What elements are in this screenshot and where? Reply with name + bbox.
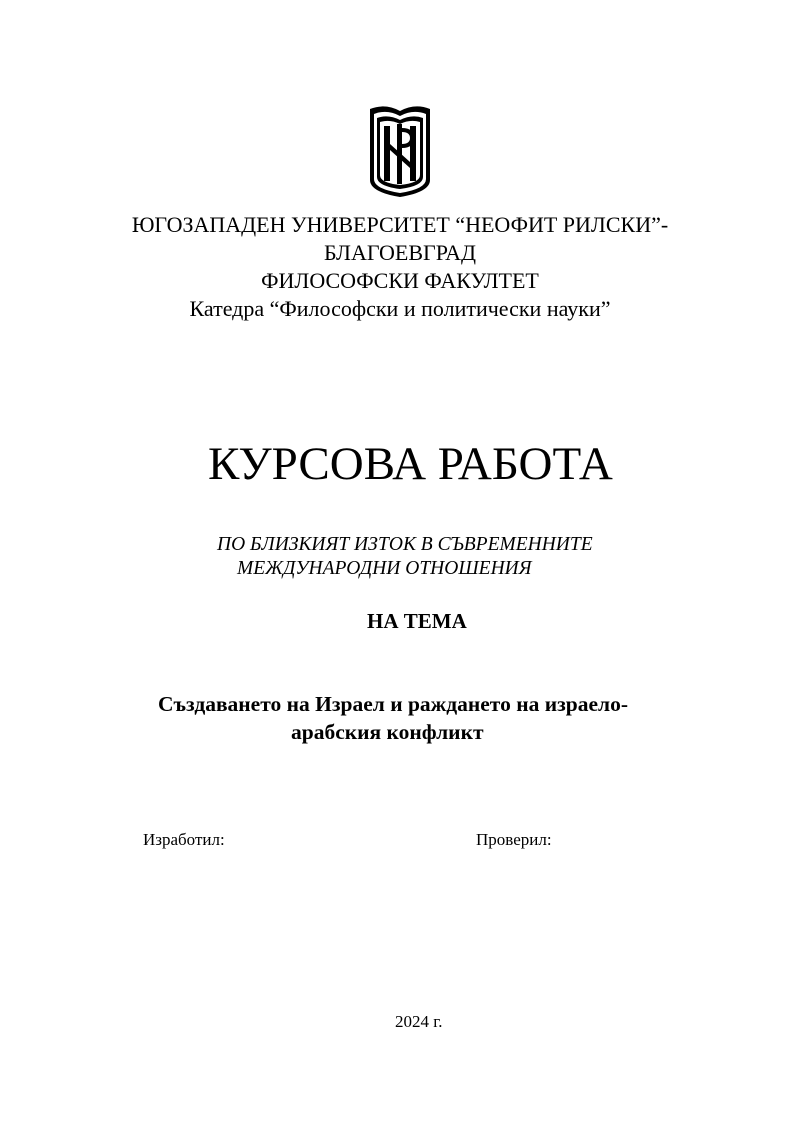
university-name-line1: ЮГОЗАПАДЕН УНИВЕРСИТЕТ “НЕОФИТ РИЛСКИ”- bbox=[131, 212, 669, 237]
university-logo-icon bbox=[369, 104, 431, 198]
year: 2024 г. bbox=[395, 1012, 443, 1031]
subject-line1: ПО БЛИЗКИЯТ ИЗТОК В СЪВРЕМЕННИТЕ bbox=[217, 534, 593, 555]
checker-label: Проверил: bbox=[476, 830, 552, 849]
document-title: КУРСОВА РАБОТА bbox=[208, 438, 613, 490]
topic-heading: НА ТЕМА bbox=[367, 609, 467, 633]
university-name-line2: БЛАГОЕВГРАД bbox=[323, 240, 477, 265]
author-label: Изработил: bbox=[143, 830, 225, 849]
department-name: Катедра “Философски и политически науки” bbox=[189, 296, 611, 321]
topic-line1: Създаването на Израел и раждането на израело- bbox=[158, 692, 628, 716]
subject-line2: МЕЖДУНАРОДНИ ОТНОШЕНИЯ bbox=[237, 558, 532, 579]
topic-line2: арабския конфликт bbox=[291, 720, 484, 744]
faculty-name: ФИЛОСОФСКИ ФАКУЛТЕТ bbox=[261, 268, 539, 293]
